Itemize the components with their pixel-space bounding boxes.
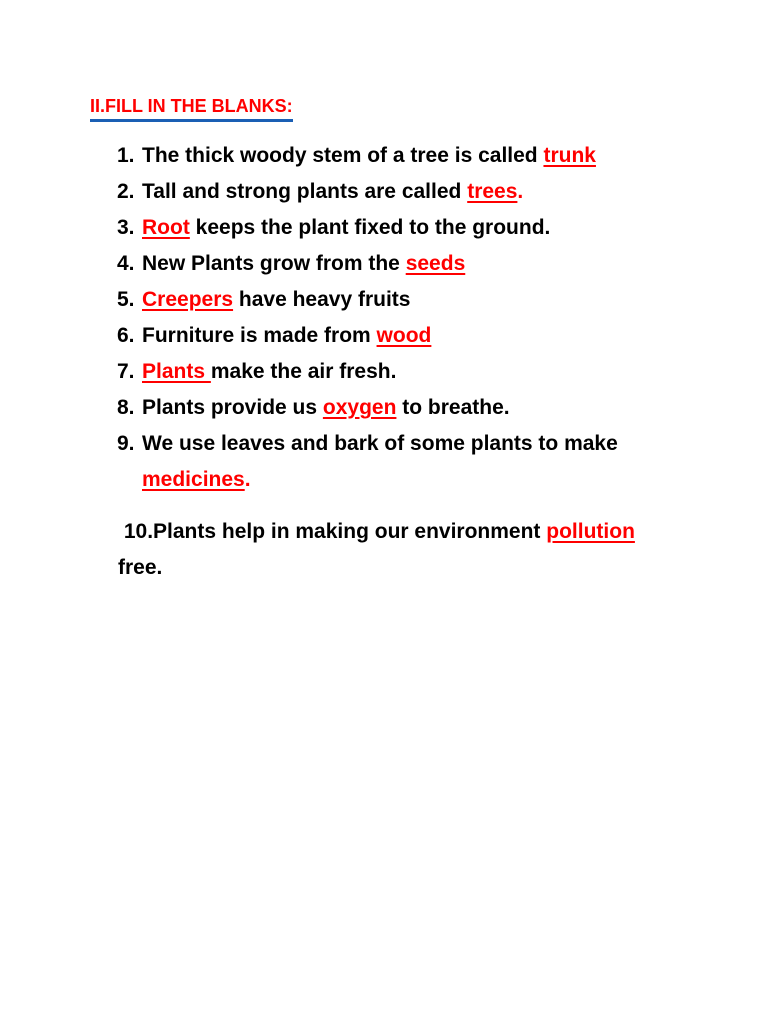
item-text: [142, 282, 410, 318]
item-text: [142, 174, 523, 210]
answer-root: Root: [142, 216, 190, 239]
list-item-10: [118, 514, 698, 586]
answer-creepers: Creepers: [142, 288, 234, 311]
answer-oxygen: oxygen: [322, 396, 397, 419]
item-number: 7.: [117, 360, 135, 383]
item-text-after: to breathe.: [396, 396, 510, 419]
item-text: [142, 246, 465, 282]
item-number: 6.: [117, 324, 135, 347]
item-number: 8.: [117, 396, 135, 419]
item-text-after: have heavy fruits: [233, 288, 411, 311]
item-text-before: 10.Plants help in making our environment: [118, 520, 547, 543]
item-text: [142, 138, 596, 174]
answer-pollution: pollution: [546, 520, 635, 543]
section-heading-text: II.FILL IN THE BLANKS:: [90, 96, 293, 122]
item-text: [142, 210, 550, 246]
item-text: [142, 354, 396, 390]
item-text: [142, 318, 431, 354]
answer-wood: wood: [376, 324, 432, 347]
item-text-after: make the air fresh.: [210, 360, 397, 383]
item-text-line2: [142, 462, 251, 498]
item-text-after: .: [517, 180, 524, 203]
answer-medicines: medicines: [142, 468, 245, 491]
item-number: 4.: [117, 252, 135, 275]
item-text-before: The thick woody stem of a tree is called: [142, 144, 544, 167]
item-text-line1: We use leaves and bark of some plants to make: [142, 432, 618, 455]
item-number: 3.: [117, 216, 135, 239]
item-number: 9.: [117, 432, 135, 455]
answer-plants: Plants: [142, 360, 211, 383]
item-number: 5.: [117, 288, 135, 311]
item-number: 2.: [117, 180, 135, 203]
item-text-after: free.: [118, 556, 163, 579]
item-text-after: .: [244, 468, 251, 491]
item-text-after: keeps the plant fixed to the ground.: [189, 216, 551, 239]
item-text-before: Plants provide us: [142, 396, 323, 419]
item-text-before: New Plants grow from the: [142, 252, 406, 275]
item-text: [142, 390, 510, 426]
item-text-before: Furniture is made from: [142, 324, 377, 347]
answer-seeds: seeds: [405, 252, 466, 275]
answer-trees: trees: [467, 180, 518, 203]
section-heading: [90, 96, 293, 122]
answer-trunk: trunk: [543, 144, 596, 167]
item-number: 1.: [117, 144, 135, 167]
item-text-before: Tall and strong plants are called: [142, 180, 468, 203]
